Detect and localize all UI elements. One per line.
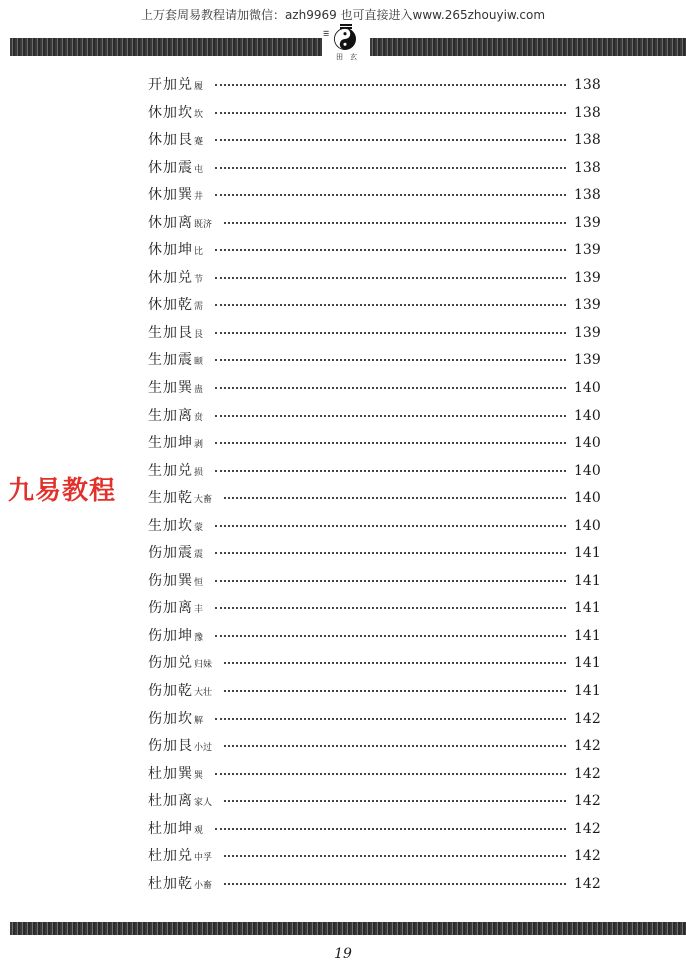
toc-entry-title: 伤加坤 xyxy=(148,627,193,644)
toc-page-number: 142 xyxy=(574,820,601,837)
toc-entry-hexagram: 损 xyxy=(194,467,204,478)
header-logo xyxy=(322,22,370,66)
toc-entry[interactable] xyxy=(148,597,600,625)
toc-entry[interactable] xyxy=(148,708,600,736)
toc-entry-hexagram: 坎 xyxy=(194,109,204,120)
toc-page-number: 140 xyxy=(574,435,601,452)
toc-entry-hexagram: 井 xyxy=(194,192,204,203)
toc-leader-dots xyxy=(215,826,566,830)
toc-entry[interactable] xyxy=(148,515,600,543)
toc-entry[interactable] xyxy=(148,212,600,240)
toc-page-number: 138 xyxy=(574,104,601,121)
toc-page-number: 141 xyxy=(574,683,601,700)
toc-entry-title: 休加坤 xyxy=(148,242,193,259)
toc-entry[interactable] xyxy=(148,102,600,130)
toc-entry-hexagram: 节 xyxy=(194,274,204,285)
toc-entry[interactable] xyxy=(148,873,600,901)
toc-entry-title: 生加兑 xyxy=(148,462,193,479)
toc-page-number: 138 xyxy=(574,132,601,149)
toc-entry-title: 生加艮 xyxy=(148,324,193,341)
toc-page-number: 139 xyxy=(574,242,601,259)
toc-page-number: 142 xyxy=(574,793,601,810)
toc-entry[interactable] xyxy=(148,625,600,653)
toc-page-number: 142 xyxy=(574,875,601,892)
toc-page-number: 141 xyxy=(574,572,601,589)
toc-entry-hexagram: 豫 xyxy=(194,632,204,643)
toc-page-number: 138 xyxy=(574,159,601,176)
toc-entry-title: 休加震 xyxy=(148,159,193,176)
toc-entry[interactable] xyxy=(148,790,600,818)
toc-page-number: 138 xyxy=(574,77,601,93)
toc-entry-hexagram: 恒 xyxy=(194,577,204,588)
toc-entry-title: 伤加兑 xyxy=(148,655,193,672)
toc-page-number: 140 xyxy=(574,380,601,397)
toc-entry-hexagram: 履 xyxy=(194,82,204,92)
toc-page-number: 142 xyxy=(574,710,601,727)
toc-entry-hexagram: 小过 xyxy=(194,743,213,754)
toc-entry[interactable] xyxy=(148,294,600,322)
toc-leader-dots xyxy=(215,716,566,720)
page-number: 19 xyxy=(334,946,352,962)
toc-entry-title: 生加坤 xyxy=(148,435,193,452)
toc-leader-dots xyxy=(215,165,566,169)
toc-entry-hexagram: 观 xyxy=(194,825,204,836)
toc-entry-hexagram: 剥 xyxy=(194,440,204,451)
toc-entry-title: 杜加离 xyxy=(148,793,193,810)
toc-page-number: 139 xyxy=(574,297,601,314)
toc-entry-hexagram: 颐 xyxy=(194,357,204,368)
footer-decorative-band xyxy=(10,922,686,935)
toc-entry-title: 生加离 xyxy=(148,407,193,424)
top-watermark: 上万套周易教程请加微信：azh9969 也可直接进入www.265zhouyiw.com xyxy=(140,8,546,22)
toc-leader-dots xyxy=(224,881,566,885)
toc-entry-title: 休加坎 xyxy=(148,104,193,121)
toc-page-number: 139 xyxy=(574,269,601,286)
toc-entry[interactable] xyxy=(148,377,600,405)
toc-entry-hexagram: 归妹 xyxy=(194,660,213,671)
toc-entry[interactable] xyxy=(148,818,600,846)
toc-page-number: 138 xyxy=(574,187,601,204)
toc-page-number: 141 xyxy=(574,627,601,644)
toc-entry-hexagram: 中孚 xyxy=(194,853,213,864)
toc-entry-hexagram: 解 xyxy=(194,715,204,726)
toc-entry-title: 杜加兑 xyxy=(148,848,193,865)
toc-entry-title: 休加艮 xyxy=(148,132,193,149)
toc-entry-hexagram: 蒙 xyxy=(194,522,204,533)
toc-entry[interactable] xyxy=(148,542,600,570)
toc-leader-dots xyxy=(215,192,566,196)
toc-entry-hexagram: 屯 xyxy=(194,164,204,175)
toc-entry-hexagram: 大壮 xyxy=(194,688,213,699)
toc-entry-title: 杜加乾 xyxy=(148,875,193,892)
toc-leader-dots xyxy=(215,468,566,472)
toc-leader-dots xyxy=(215,357,566,361)
toc-entry-title: 杜加坤 xyxy=(148,820,193,837)
toc-page-number: 142 xyxy=(574,738,601,755)
toc-page-number: 139 xyxy=(574,324,601,341)
toc-entry[interactable] xyxy=(148,405,600,433)
watermark-stamp: 九易教程 xyxy=(8,476,117,506)
toc-entry-title: 开加兑 xyxy=(148,77,193,93)
toc-page-number: 142 xyxy=(574,848,601,865)
toc-page-number: 140 xyxy=(574,407,601,424)
logo-mark: 玄 xyxy=(350,53,357,61)
taiji-icon xyxy=(334,28,356,50)
toc-entry-title: 伤加乾 xyxy=(148,683,193,700)
trigram-line xyxy=(340,24,352,26)
toc-entry-title: 生加乾 xyxy=(148,490,193,507)
toc-entry[interactable] xyxy=(148,735,600,763)
toc-page-number: 139 xyxy=(574,352,601,369)
toc-entry[interactable] xyxy=(148,267,600,295)
toc-entry-title: 伤加离 xyxy=(148,600,193,617)
toc-entry-hexagram: 丰 xyxy=(194,605,204,616)
toc-entry-hexagram: 巽 xyxy=(194,770,204,781)
toc-leader-dots xyxy=(215,247,566,251)
toc-entry[interactable] xyxy=(148,74,600,102)
toc-entry-title: 生加巽 xyxy=(148,380,193,397)
toc-leader-dots xyxy=(215,385,566,389)
toc-entry-hexagram: 蹇 xyxy=(194,137,204,148)
toc-entry-hexagram: 比 xyxy=(194,247,204,258)
toc-leader-dots xyxy=(224,220,566,224)
toc-page-number: 141 xyxy=(574,545,601,562)
toc-page-number: 140 xyxy=(574,490,601,507)
toc-entry[interactable] xyxy=(148,157,600,185)
toc-entry-title: 休加乾 xyxy=(148,297,193,314)
toc-entry[interactable] xyxy=(148,184,600,212)
toc-entry[interactable] xyxy=(148,322,600,350)
toc-leader-dots xyxy=(224,798,566,802)
toc-entry-hexagram: 蛊 xyxy=(194,385,204,396)
toc-leader-dots xyxy=(215,771,566,775)
toc-leader-dots xyxy=(215,137,566,141)
toc-leader-dots xyxy=(215,605,566,609)
toc-entry[interactable] xyxy=(148,570,600,598)
toc-entry[interactable] xyxy=(148,349,600,377)
toc-page-number: 139 xyxy=(574,214,601,231)
toc-entry-hexagram: 震 xyxy=(194,550,204,561)
toc-entry[interactable] xyxy=(148,763,600,791)
toc-page-number: 141 xyxy=(574,655,601,672)
toc-entry-title: 休加离 xyxy=(148,214,193,231)
toc-page-number: 140 xyxy=(574,517,601,534)
toc-entry-title: 杜加巽 xyxy=(148,765,193,782)
toc-entry-hexagram: 家人 xyxy=(194,798,213,809)
toc-leader-dots xyxy=(215,578,566,582)
toc-entry-hexagram: 需 xyxy=(194,302,204,313)
toc-entry[interactable] xyxy=(148,460,600,488)
toc-entry-hexagram: 既济 xyxy=(194,219,213,230)
toc-leader-dots xyxy=(215,302,566,306)
toc-leader-dots xyxy=(215,82,566,86)
toc-leader-dots xyxy=(215,523,566,527)
toc-leader-dots xyxy=(224,688,566,692)
toc-page-number: 142 xyxy=(574,765,601,782)
toc-entry[interactable] xyxy=(148,239,600,267)
toc-entry-title: 休加巽 xyxy=(148,187,193,204)
toc-leader-dots xyxy=(224,853,566,857)
toc-entry[interactable] xyxy=(148,845,600,873)
toc-leader-dots xyxy=(215,275,566,279)
toc-leader-dots xyxy=(215,110,566,114)
toc-leader-dots xyxy=(215,440,566,444)
toc-entry-title: 伤加巽 xyxy=(148,572,193,589)
toc-entry-title: 伤加艮 xyxy=(148,738,193,755)
toc-entry[interactable] xyxy=(148,680,600,708)
toc-entry-hexagram: 大畜 xyxy=(194,495,213,506)
logo-mark: ☰ xyxy=(323,30,330,38)
toc-leader-dots xyxy=(215,550,566,554)
toc-entry[interactable] xyxy=(148,129,600,157)
toc-leader-dots xyxy=(215,330,566,334)
logo-mark: 田 xyxy=(336,53,343,61)
toc-entry[interactable] xyxy=(148,432,600,460)
toc-entry-title: 生加震 xyxy=(148,352,193,369)
toc-entry[interactable] xyxy=(148,652,600,680)
toc-page-number: 140 xyxy=(574,462,601,479)
toc-entry-title: 伤加震 xyxy=(148,545,193,562)
toc-entry-hexagram: 贲 xyxy=(194,412,204,423)
toc-entry-title: 生加坎 xyxy=(148,517,193,534)
toc-entry-title: 休加兑 xyxy=(148,269,193,286)
toc-page-number: 141 xyxy=(574,600,601,617)
table-of-contents xyxy=(148,74,600,900)
toc-leader-dots xyxy=(224,495,566,499)
toc-leader-dots xyxy=(224,743,566,747)
toc-leader-dots xyxy=(215,413,566,417)
toc-leader-dots xyxy=(224,660,566,664)
toc-entry-title: 伤加坎 xyxy=(148,710,193,727)
toc-entry[interactable] xyxy=(148,487,600,515)
toc-entry-hexagram: 艮 xyxy=(194,329,204,340)
toc-leader-dots xyxy=(215,633,566,637)
toc-entry-hexagram: 小畜 xyxy=(194,880,213,891)
